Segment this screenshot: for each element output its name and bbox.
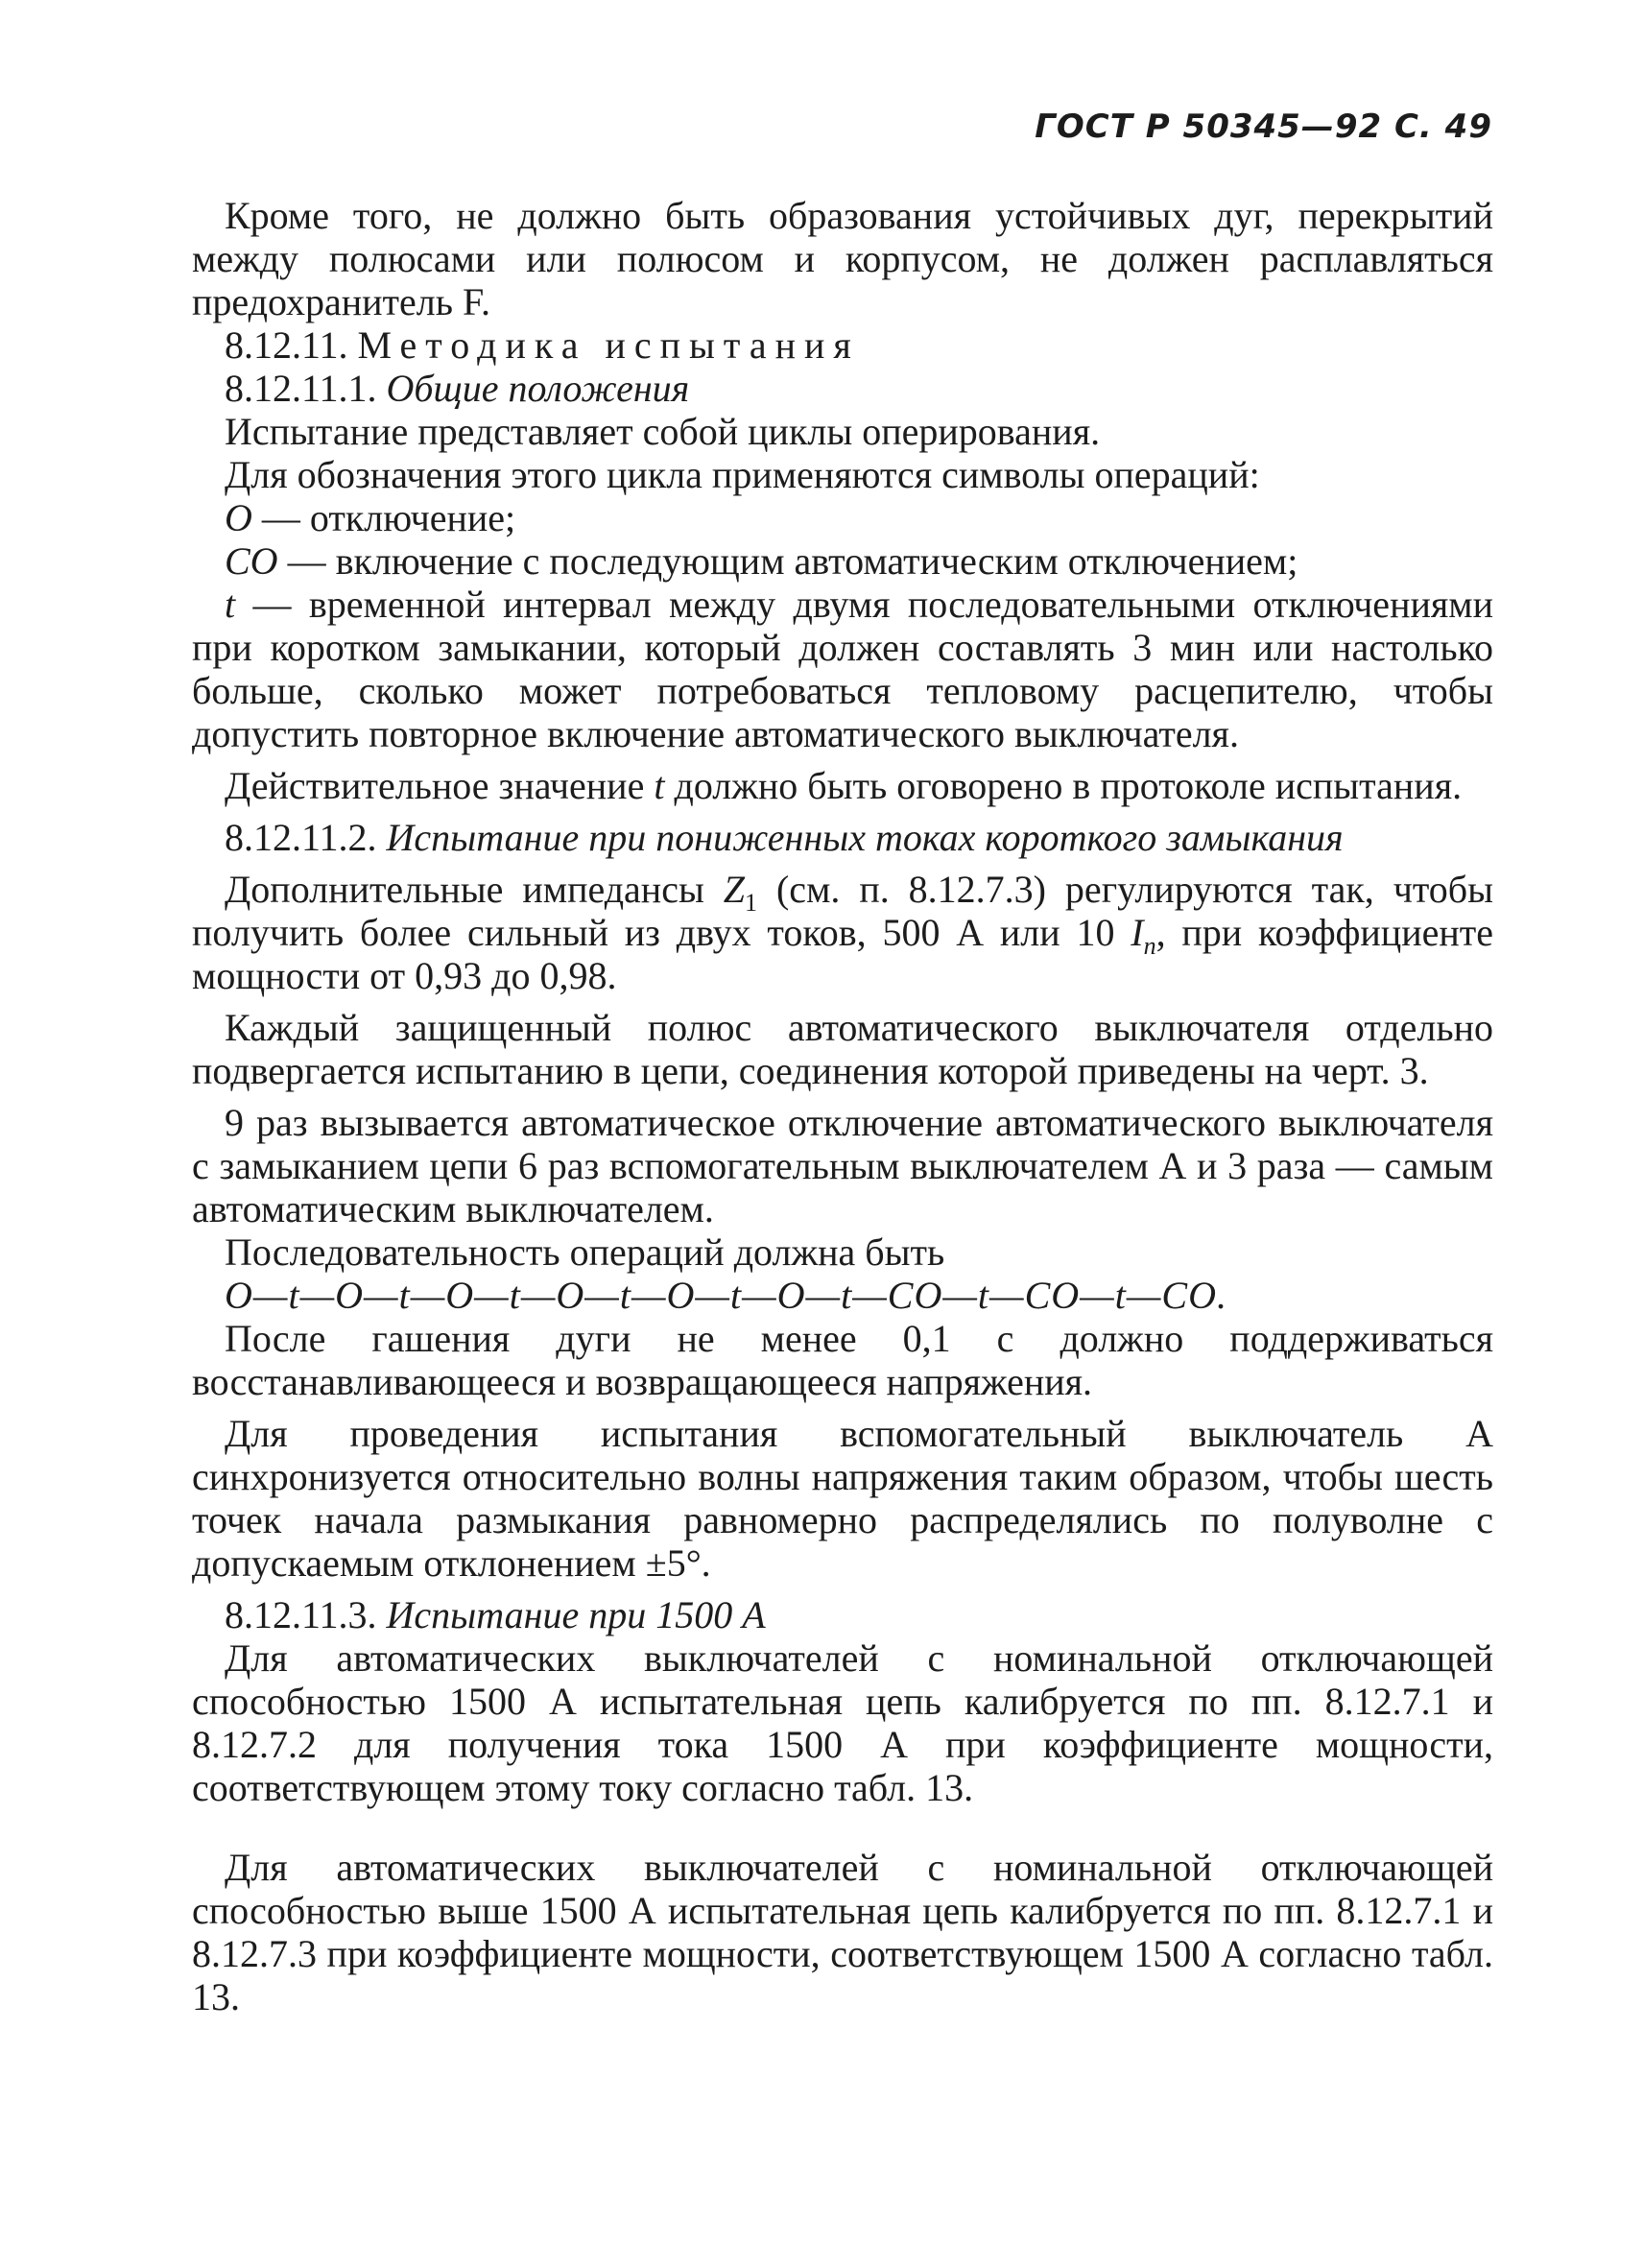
paragraph-impedances	[192, 868, 1493, 997]
section-heading-8-12-11	[192, 323, 1493, 367]
paragraph-1500a-calibration: Для автоматических выключателей с номинальной отключающей способностью 1500 А испытательная цепь калибруется по пп. 8.12.7.1 и 8.12.7.2 для получения тока 1500 А при коэффициенте мощности, соответствующем этому току согласно табл. 13.	[192, 1636, 1493, 1809]
paragraph-above-1500a-calibration: Для автоматических выключателей с номинальной отключающей способностью выше 1500 А испытательная цепь калибруется по пп. 8.12.7.1 и 8.12.7.3 при коэффициенте мощности, соответствующем 1500 А согласно табл. 13.	[192, 1846, 1493, 2018]
section-heading-8-12-11-2	[192, 816, 1493, 859]
symbol-definition-o	[192, 496, 1493, 539]
section-title: Испытание при 1500 А	[386, 1593, 766, 1636]
text-run: Дополнительные импедансы	[225, 868, 724, 911]
symbol-definition-co	[192, 539, 1493, 583]
paragraph-nine-times: 9 раз вызывается автоматическое отключение автоматического выключателя с замыканием цепи 6 раз вспомогательным выключателем А и 3 раза — самым автоматическим выключателем.	[192, 1101, 1493, 1230]
symbol-definition-t	[192, 583, 1493, 755]
section-title: Методика испытания	[357, 323, 860, 367]
symbol-text: — отключение;	[251, 496, 516, 539]
section-heading-8-12-11-1	[192, 367, 1493, 410]
page-header: ГОСТ Р 50345—92 С. 49	[1035, 107, 1492, 146]
symbol: CO	[225, 539, 278, 583]
paragraph-protected-pole: Каждый защищенный полюс автоматического выключателя отдельно подвергается испытанию в цепи, соединения которой приведены на черт. 3.	[192, 1006, 1493, 1092]
section-number: 8.12.11.	[225, 323, 348, 367]
text-run: должно быть оговорено в протоколе испытания.	[664, 764, 1463, 807]
symbol-text: — временной интервал между двумя последовательными отключениями при коротком замыкании, который должен составлять 3 мин или настолько больше, сколько может потребоваться тепловому расцепителю, чтобы допустить повторное включение автоматического выключателя.	[192, 583, 1493, 755]
section-number: 8.12.11.2.	[225, 816, 377, 859]
variable-t: t	[654, 764, 665, 807]
section-number: 8.12.11.1.	[225, 367, 377, 410]
variable-i: I	[1131, 911, 1144, 954]
symbol-text: — включение с последующим автоматическим отключением;	[277, 539, 1298, 583]
operation-sequence: O—t—O—t—O—t—O—t—O—t—O—t—CO—t—CO—t—CO.	[225, 1274, 1227, 1317]
symbol: t	[225, 583, 236, 626]
paragraph-arc-extinction: После гашения дуги не менее 0,1 с должно поддерживаться восстанавливающееся и возвращающееся напряжения.	[192, 1317, 1493, 1403]
paragraph-synchronization: Для проведения испытания вспомогательный выключатель А синхронизуется относительно волны напряжения таким образом, чтобы шесть точек начала размыкания равномерно распределялись по полуволне с допускаемым отклонением ±5°.	[192, 1412, 1493, 1585]
variable-z: Z	[723, 868, 746, 911]
text-run: Действительное значение	[225, 764, 655, 807]
paragraph-t-value	[192, 764, 1493, 807]
symbol: О	[225, 496, 252, 539]
paragraph-sequence-intro: Последовательность операций должна быть	[225, 1230, 945, 1274]
section-number: 8.12.11.3.	[225, 1593, 377, 1636]
document-body	[192, 194, 1493, 2018]
paragraph-symbols-intro: Для обозначения этого цикла применяются символы операций:	[225, 453, 1260, 496]
section-title: Испытание при пониженных токах короткого замыкания	[386, 816, 1344, 859]
text-run: (см. п. 8.12.7.3) регулируются так, чтобы получить более сильный из двух токов, 500 А или 10	[192, 868, 1493, 954]
subscript: 1	[745, 889, 758, 917]
section-title: Общие положения	[386, 367, 690, 410]
paragraph-test-cycles: Испытание представляет собой циклы оперирования.	[225, 410, 1101, 453]
section-heading-8-12-11-3	[192, 1593, 1493, 1636]
paragraph-arc-requirements: Кроме того, не должно быть образования устойчивых дуг, перекрытий между полюсами или полюсом и корпусом, не должен расплавляться предохранитель F.	[192, 194, 1493, 323]
subscript: n	[1143, 932, 1156, 960]
text-run: , при коэффициенте мощности от 0,93 до 0,98.	[192, 911, 1493, 997]
